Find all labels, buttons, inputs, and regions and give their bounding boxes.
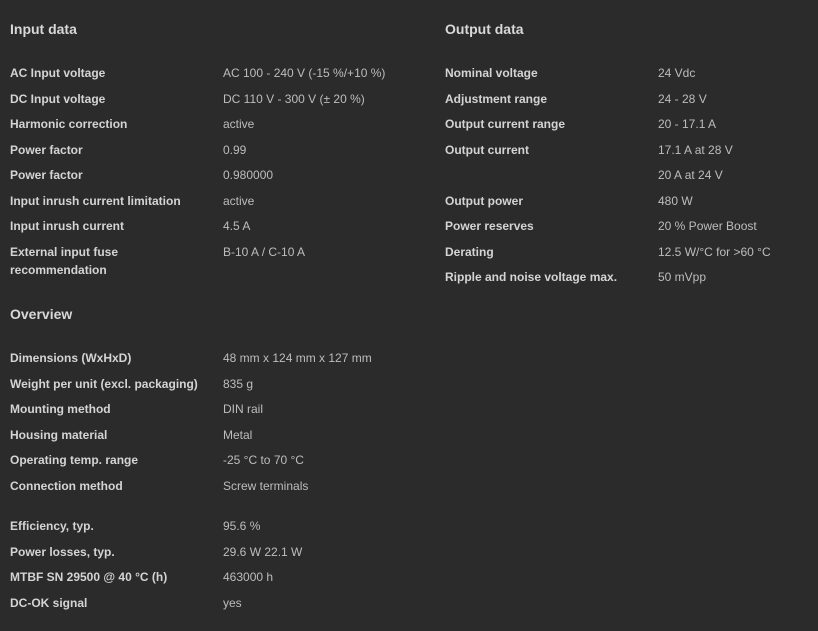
- overview-label: Dimensions (WxHxD): [10, 351, 132, 365]
- output-label: Output current: [445, 143, 529, 157]
- output-value: 17.1 A at 28 V: [658, 143, 733, 157]
- input-row: [10, 64, 430, 82]
- output-row: [445, 64, 815, 82]
- output-data-title: Output data: [445, 21, 524, 37]
- input-row: [10, 243, 430, 279]
- overview-value: Screw terminals: [223, 479, 309, 493]
- input-label: AC Input voltage: [10, 66, 106, 80]
- output-row: [445, 115, 815, 133]
- output-value: 20 A at 24 V: [658, 168, 723, 182]
- output-label: Nominal voltage: [445, 66, 538, 80]
- input-label: DC Input voltage: [10, 92, 106, 106]
- output-label: Derating: [445, 245, 494, 259]
- overview-value: DIN rail: [223, 402, 264, 416]
- input-value: active: [223, 117, 255, 131]
- output-value: 50 mVpp: [658, 270, 707, 284]
- output-label: Ripple and noise voltage max.: [445, 270, 618, 284]
- overview-label: Housing material: [10, 428, 108, 442]
- output-value: 12.5 W/°C for >60 °C: [658, 245, 771, 259]
- overview-row: [10, 543, 430, 561]
- input-label: Input inrush current limitation: [10, 194, 181, 208]
- output-value: 20 % Power Boost: [658, 219, 757, 233]
- output-value: 20 - 17.1 A: [658, 117, 717, 131]
- output-label: Output current range: [445, 117, 566, 131]
- output-label: Adjustment range: [445, 92, 548, 106]
- overview-value: 48 mm x 124 mm x 127 mm: [223, 351, 372, 365]
- overview-label: Efficiency, typ.: [10, 519, 94, 533]
- overview-label: Operating temp. range: [10, 453, 139, 467]
- input-row: [10, 192, 430, 210]
- overview-label: Power losses, typ.: [10, 545, 115, 559]
- overview-row: [10, 594, 430, 612]
- input-value: active: [223, 194, 255, 208]
- input-label: Power factor: [10, 168, 83, 182]
- output-label: Power reserves: [445, 219, 534, 233]
- output-row: [445, 268, 815, 286]
- overview-label: Weight per unit (excl. packaging): [10, 377, 198, 391]
- input-row: [10, 90, 430, 108]
- overview-value: 835 g: [223, 377, 254, 391]
- overview-label: MTBF SN 29500 @ 40 °C (h): [10, 570, 168, 584]
- overview-value: -25 °C to 70 °C: [223, 453, 304, 467]
- overview-row: [10, 568, 430, 586]
- input-row: [10, 141, 430, 159]
- overview-label: Connection method: [10, 479, 123, 493]
- output-value: 480 W: [658, 194, 693, 208]
- output-row: [445, 243, 815, 261]
- input-row: [10, 217, 430, 235]
- overview-value: 463000 h: [223, 570, 274, 584]
- overview-value: yes: [223, 596, 242, 610]
- input-row: [10, 166, 430, 184]
- overview-label: Mounting method: [10, 402, 111, 416]
- input-label: Input inrush current: [10, 219, 124, 233]
- overview-row: [10, 451, 430, 469]
- overview-label: DC-OK signal: [10, 596, 88, 610]
- output-value: 24 - 28 V: [658, 92, 707, 106]
- overview-value: Metal: [223, 428, 253, 442]
- input-value: AC 100 - 240 V (-15 %/+10 %): [223, 66, 386, 80]
- overview-value: 95.6 %: [223, 519, 261, 533]
- input-value: DC 110 V - 300 V (± 20 %): [223, 92, 365, 106]
- overview-value: 29.6 W 22.1 W: [223, 545, 303, 559]
- overview-row: [10, 349, 430, 367]
- output-row: [445, 90, 815, 108]
- overview-row: [10, 477, 430, 495]
- overview-row: [10, 375, 430, 393]
- output-row: [445, 192, 815, 210]
- input-value: B-10 A / C-10 A: [223, 245, 306, 259]
- output-row: [445, 217, 815, 235]
- input-value: 4.5 A: [223, 219, 251, 233]
- input-data-title: Input data: [10, 21, 77, 37]
- overview-row: [10, 426, 430, 444]
- output-label: Output power: [445, 194, 523, 208]
- input-value: 0.980000: [223, 168, 274, 182]
- overview-row: [10, 517, 430, 535]
- output-row: [445, 166, 815, 184]
- overview-title: Overview: [10, 306, 73, 322]
- input-label: External input fuse recommendation: [10, 245, 119, 277]
- input-label: Harmonic correction: [10, 117, 128, 131]
- output-row: [445, 141, 815, 159]
- output-value: 24 Vdc: [658, 66, 696, 80]
- input-value: 0.99: [223, 143, 247, 157]
- overview-row: [10, 400, 430, 418]
- input-label: Power factor: [10, 143, 83, 157]
- input-row: [10, 115, 430, 133]
